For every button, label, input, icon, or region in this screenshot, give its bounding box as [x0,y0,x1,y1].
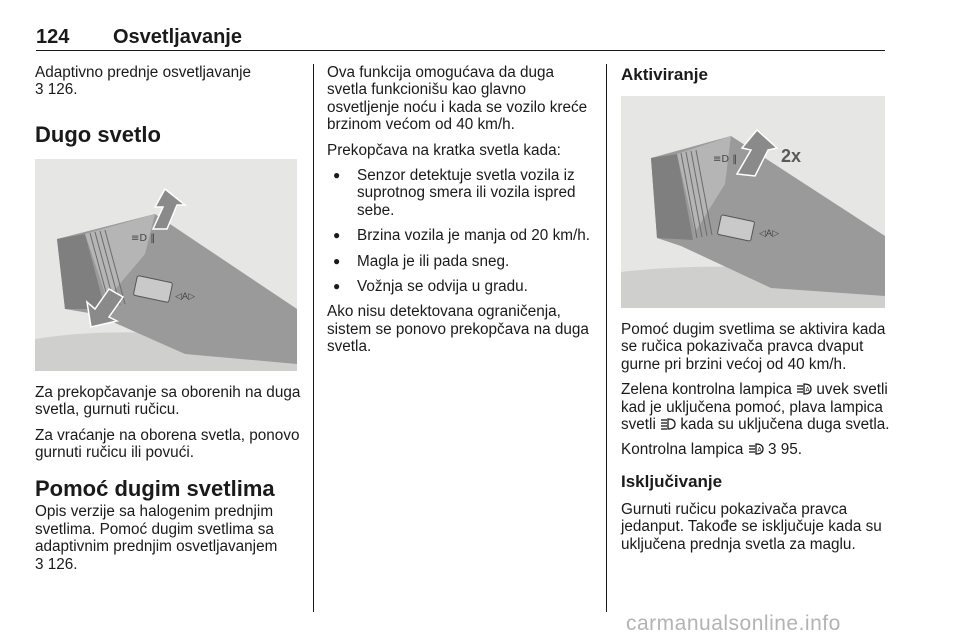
column-divider-1 [313,64,314,612]
chapter-title: Osvetljavanje [113,26,242,48]
paragraph-assist-desc: Opis verzije sa halogenim prednjim svetlima. Pomoć dugim svetlima sa adaptivnim prednjim osvetljavanjem 3 126. [35,503,278,573]
indicator-ref[interactable]: 3 95. [767,441,802,459]
paragraph-switch-condition: Prekopčava na kratka svetla kada: [327,141,561,159]
svg-text:≡D ‖: ≡D ‖ [713,154,738,165]
intro-text [35,64,305,99]
list-item: ● Vožnja se odvija u gradu. [327,278,595,295]
svg-text:≡D ‖: ≡D ‖ [131,232,156,244]
assist-ref[interactable]: 3 126. [35,555,78,573]
paragraph-switch-high: Za prekopčavanje sa oborenih na duga svetla, gurnuti ručicu. [35,383,301,419]
intro-line: Adaptivno prednje osvetljavanje [35,64,252,81]
list-item: ● Brzina vozila je manja od 20 km/h. [327,227,595,244]
paragraph-switch-low: Za vraćanje na oborena svetla, ponovo gurnuti ručicu ili povući. [35,426,300,462]
section-heading-activation: Aktiviranje [621,65,708,84]
svg-text:◁A▷: ◁A▷ [759,229,779,239]
svg-text:◁A▷: ◁A▷ [175,291,195,302]
high-beam-lever-illustration [35,159,297,371]
list-item: ● Senzor detektuje svetla vozila iz suprotnog smera ili vozila ispred sebe. [327,167,595,219]
auto-high-beam-icon [796,383,812,395]
page-header [36,26,885,51]
svg-text:A: A [757,446,762,454]
condition-list [327,167,595,295]
paragraph-deactivate: Gurnuti ručicu pokazivača pravca jedanput. Takođe se isključuje kada su uključena prednja svetla za maglu. [621,500,882,553]
column-2 [327,64,595,364]
section-heading-deactivation: Isključivanje [621,471,723,491]
section-heading-high-beam: Dugo svetlo [35,121,161,147]
watermark: carmanualsonline.info [626,612,841,635]
list-item: ● Magla je ili pada sneg. [327,253,595,270]
paragraph-indicator-ref: Kontrolna lampica A 3 95. [621,441,802,459]
paragraph-activate: Pomoć dugim svetlima se aktivira kada se ručica pokazivača pravca dvaput gurne pri brzini većoj od 40 km/h. [621,321,886,373]
section-heading-assist: Pomoć dugim svetlima [35,476,275,502]
column-divider-2 [606,64,607,612]
column-1 [35,64,305,573]
auto-high-beam-icon [748,443,764,455]
column-3 [621,64,891,561]
assist-lever-illustration [621,96,885,308]
page-number: 124 [36,26,70,48]
press-twice-label: 2x [781,146,802,166]
svg-text:A: A [805,386,810,394]
paragraph-reactivate: Ako nisu detektovana ograničenja, sistem se ponovo prekopčava na duga svetla. [327,303,589,356]
intro-ref[interactable]: 3 126. [35,81,78,99]
high-beam-icon [660,418,676,430]
paragraph-function: Ova funkcija omogućava da duga svetla funkcionišu kao glavno osvetljenje noću i kada se vozilo kreće brzinom većom od 40 km/h. [327,64,588,134]
paragraph-indicators: Zelena kontrolna lampica A uvek svetli kad je uključena pomoć, plava lampica svetli kada su uključena duga svetla. [621,381,890,434]
